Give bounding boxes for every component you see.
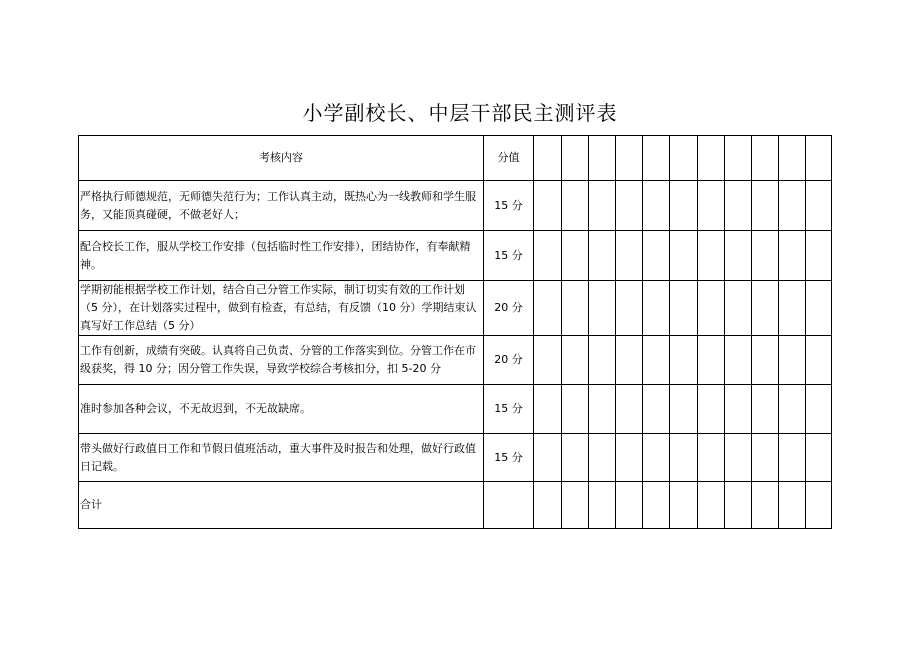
rating-cell[interactable] xyxy=(806,181,832,231)
rating-cell[interactable] xyxy=(806,336,832,385)
rating-cell[interactable] xyxy=(698,385,725,434)
rating-cell[interactable] xyxy=(698,136,725,181)
rating-cell[interactable] xyxy=(589,336,616,385)
table-row xyxy=(79,281,832,336)
rating-cell[interactable] xyxy=(670,336,698,385)
rating-cell[interactable] xyxy=(698,434,725,482)
criterion-cell: 学期初能根据学校工作计划，结合自己分管工作实际，制订切实有效的工作计划（5 分），在计划落实过程中，做到有检查，有总结，有反馈（10 分）学期结束认真写好工作总结（5 分） xyxy=(79,281,484,336)
rating-cell[interactable] xyxy=(779,281,806,336)
rating-cell[interactable] xyxy=(616,136,643,181)
rating-cell[interactable] xyxy=(670,482,698,529)
table-row xyxy=(79,336,832,385)
rating-cell[interactable] xyxy=(534,181,562,231)
rating-cell[interactable] xyxy=(562,482,589,529)
rating-cell[interactable] xyxy=(589,181,616,231)
rating-cell[interactable] xyxy=(534,136,562,181)
rating-cell[interactable] xyxy=(534,434,562,482)
rating-cell[interactable] xyxy=(534,336,562,385)
rating-cell[interactable] xyxy=(562,136,589,181)
rating-cell[interactable] xyxy=(725,231,752,281)
rating-cell[interactable] xyxy=(725,434,752,482)
rating-cell[interactable] xyxy=(725,336,752,385)
rating-cell[interactable] xyxy=(725,181,752,231)
rating-cell[interactable] xyxy=(725,385,752,434)
rating-cell[interactable] xyxy=(806,231,832,281)
rating-cell[interactable] xyxy=(779,434,806,482)
rating-cell[interactable] xyxy=(643,136,670,181)
score-cell: 15 分 xyxy=(484,434,534,482)
rating-cell[interactable] xyxy=(752,281,779,336)
rating-cell[interactable] xyxy=(589,281,616,336)
rating-cell[interactable] xyxy=(643,482,670,529)
rating-cell[interactable] xyxy=(752,181,779,231)
rating-cell[interactable] xyxy=(670,136,698,181)
rating-cell[interactable] xyxy=(534,385,562,434)
rating-cell[interactable] xyxy=(616,181,643,231)
rating-cell[interactable] xyxy=(752,336,779,385)
rating-cell[interactable] xyxy=(589,482,616,529)
rating-cell[interactable] xyxy=(806,136,832,181)
criterion-cell: 严格执行师德规范，无师德失范行为；工作认真主动，既热心为一线教师和学生服务，又能顶真碰硬，不做老好人； xyxy=(79,181,484,231)
criterion-cell: 工作有创新，成绩有突破。认真将自己负责、分管的工作落实到位。分管工作在市级获奖，得 10 分；因分管工作失误，导致学校综合考核扣分，扣 5-20 分 xyxy=(79,336,484,385)
total-row xyxy=(79,482,832,529)
rating-cell[interactable] xyxy=(643,385,670,434)
evaluation-table xyxy=(78,135,832,529)
rating-cell[interactable] xyxy=(616,482,643,529)
header-content-cell: 考核内容 xyxy=(79,136,484,181)
rating-cell[interactable] xyxy=(698,181,725,231)
document-title: 小学副校长、中层干部民主测评表 xyxy=(302,101,618,125)
rating-cell[interactable] xyxy=(562,181,589,231)
rating-cell[interactable] xyxy=(562,281,589,336)
rating-cell[interactable] xyxy=(562,231,589,281)
rating-cell[interactable] xyxy=(616,385,643,434)
rating-cell[interactable] xyxy=(670,231,698,281)
rating-cell[interactable] xyxy=(752,136,779,181)
rating-cell[interactable] xyxy=(779,336,806,385)
rating-cell[interactable] xyxy=(698,281,725,336)
total-score-cell xyxy=(484,482,534,529)
rating-cell[interactable] xyxy=(589,231,616,281)
rating-cell[interactable] xyxy=(589,136,616,181)
rating-cell[interactable] xyxy=(643,336,670,385)
rating-cell[interactable] xyxy=(616,231,643,281)
rating-cell[interactable] xyxy=(534,482,562,529)
criterion-cell: 带头做好行政值日工作和节假日值班活动，重大事件及时报告和处理，做好行政值日记载。 xyxy=(79,434,484,482)
table-header-row xyxy=(79,136,832,181)
score-cell: 15 分 xyxy=(484,181,534,231)
rating-cell[interactable] xyxy=(806,482,832,529)
rating-cell[interactable] xyxy=(562,385,589,434)
rating-cell[interactable] xyxy=(616,336,643,385)
rating-cell[interactable] xyxy=(752,231,779,281)
rating-cell[interactable] xyxy=(562,434,589,482)
rating-cell[interactable] xyxy=(779,181,806,231)
rating-cell[interactable] xyxy=(806,385,832,434)
total-label-cell: 合计 xyxy=(79,482,484,529)
table-row xyxy=(79,434,832,482)
table-row xyxy=(79,231,832,281)
rating-cell[interactable] xyxy=(806,281,832,336)
rating-cell[interactable] xyxy=(643,181,670,231)
rating-cell[interactable] xyxy=(806,434,832,482)
rating-cell[interactable] xyxy=(589,385,616,434)
rating-cell[interactable] xyxy=(670,434,698,482)
criterion-cell: 配合校长工作，服从学校工作安排（包括临时性工作安排），团结协作，有奉献精神。 xyxy=(79,231,484,281)
rating-cell[interactable] xyxy=(670,181,698,231)
criterion-cell: 准时参加各种会议，不无故迟到，不无故缺席。 xyxy=(79,385,484,434)
rating-cell[interactable] xyxy=(779,385,806,434)
rating-cell[interactable] xyxy=(752,482,779,529)
rating-cell[interactable] xyxy=(670,385,698,434)
rating-cell[interactable] xyxy=(616,281,643,336)
rating-cell[interactable] xyxy=(752,385,779,434)
table-row xyxy=(79,385,832,434)
rating-cell[interactable] xyxy=(562,336,589,385)
rating-cell[interactable] xyxy=(725,482,752,529)
header-score-cell: 分值 xyxy=(484,136,534,181)
rating-cell[interactable] xyxy=(534,231,562,281)
rating-cell[interactable] xyxy=(725,136,752,181)
rating-cell[interactable] xyxy=(670,281,698,336)
score-cell: 15 分 xyxy=(484,385,534,434)
rating-cell[interactable] xyxy=(643,231,670,281)
rating-cell[interactable] xyxy=(779,136,806,181)
score-cell: 20 分 xyxy=(484,281,534,336)
rating-cell[interactable] xyxy=(534,281,562,336)
rating-cell[interactable] xyxy=(698,482,725,529)
rating-cell[interactable] xyxy=(698,231,725,281)
rating-cell[interactable] xyxy=(643,434,670,482)
score-cell: 15 分 xyxy=(484,231,534,281)
rating-cell[interactable] xyxy=(752,434,779,482)
rating-cell[interactable] xyxy=(698,336,725,385)
rating-cell[interactable] xyxy=(616,434,643,482)
rating-cell[interactable] xyxy=(643,281,670,336)
score-cell: 20 分 xyxy=(484,336,534,385)
rating-cell[interactable] xyxy=(779,231,806,281)
rating-cell[interactable] xyxy=(725,281,752,336)
rating-cell[interactable] xyxy=(589,434,616,482)
rating-cell[interactable] xyxy=(779,482,806,529)
table-row xyxy=(79,181,832,231)
